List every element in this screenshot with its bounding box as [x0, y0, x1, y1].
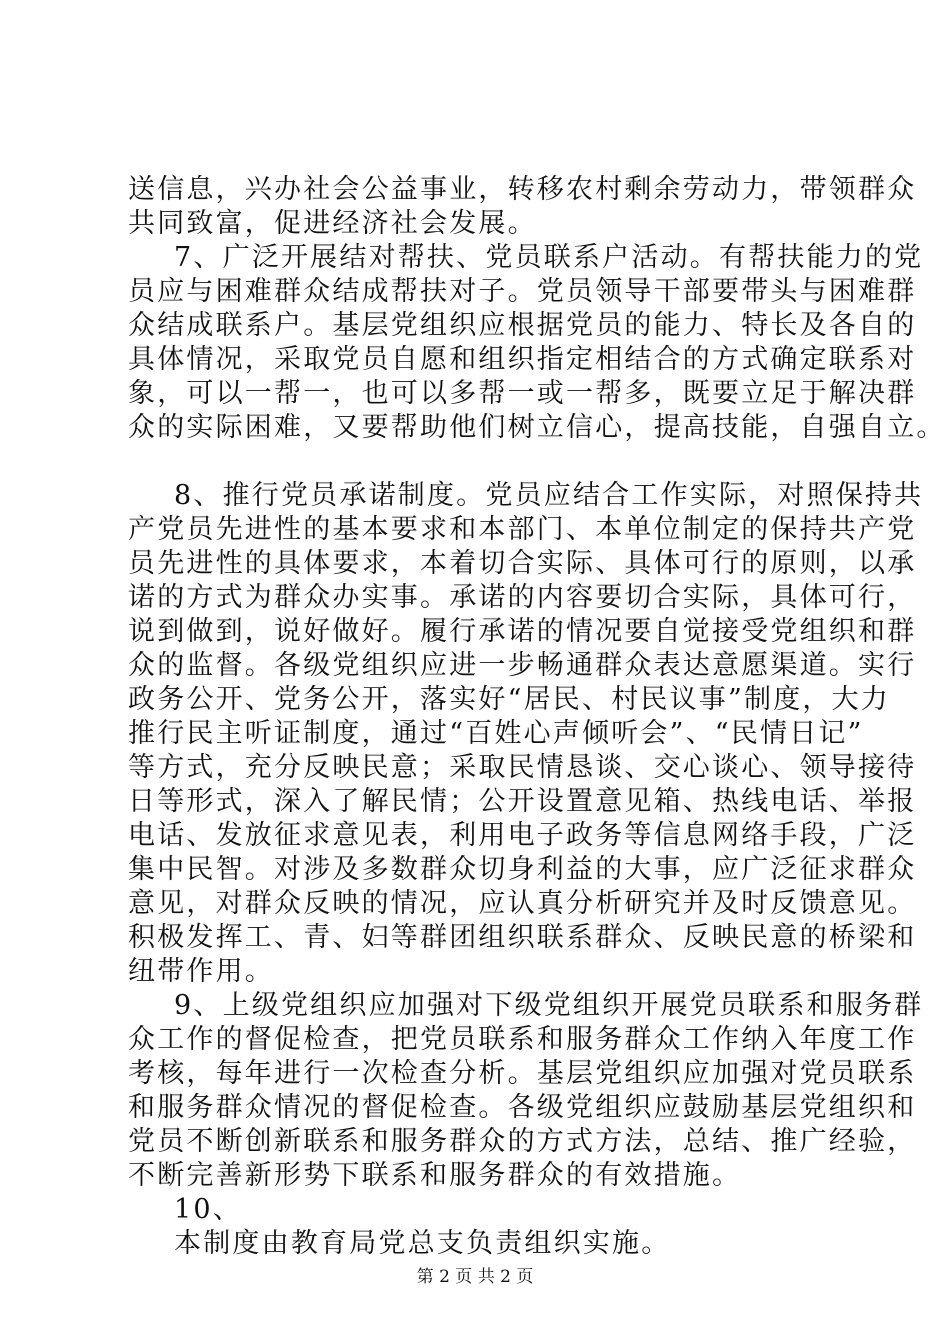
text-line: 具体情况，采取党员自愿和组织指定相结合的方式确定联系对	[128, 344, 917, 375]
text-line: 产党员先进性的基本要求和本部门、本单位制定的保持共产党	[128, 514, 917, 545]
page-number-footer: 第 2 页 共 2 页	[416, 1267, 534, 1287]
text-line: 日等形式，深入了解民情；公开设置意见箱、热线电话、举报	[128, 786, 917, 817]
text-line: 众结成联系户。基层党组织应根据党员的能力、特长及各自的	[128, 310, 917, 341]
text-line: 等方式，充分反映民意；采取民情恳谈、交心谈心、领导接待	[128, 752, 917, 783]
text-line: 考核，每年进行一次检查分析。基层党组织应加强对党员联系	[128, 1058, 917, 1089]
text-line: 10、	[174, 1194, 242, 1225]
text-line: 诺的方式为群众办实事。承诺的内容要切合实际，具体可行，	[128, 582, 917, 613]
text-line: 众工作的督促检查，把党员联系和服务群众工作纳入年度工作	[128, 1024, 917, 1055]
text-line: 党员不断创新联系和服务群众的方式方法，总结、推广经验，	[128, 1126, 917, 1157]
text-line: 政务公开、党务公开，落实好“居民、村民议事”制度，大力	[128, 684, 891, 715]
text-line: 员应与困难群众结成帮扶对子。党员领导干部要带头与困难群	[128, 276, 917, 307]
text-line: 不断完善新形势下联系和服务群众的有效措施。	[128, 1160, 742, 1191]
text-line: 电话、发放征求意见表，利用电子政务等信息网络手段，广泛	[128, 820, 917, 851]
text-line: 众的实际困难，又要帮助他们树立信心，提高技能，自强自立。	[128, 412, 946, 443]
text-line: 8、推行党员承诺制度。党员应结合工作实际，对照保持共	[174, 480, 924, 511]
text-line: 推行民主听证制度，通过“百姓心声倾听会”、“民情日记”	[128, 718, 864, 749]
text-line: 本制度由教育局党总支负责组织实施。	[174, 1228, 671, 1259]
text-line: 9、上级党组织应加强对下级党组织开展党员联系和服务群	[174, 990, 924, 1021]
text-line: 集中民智。对涉及多数群众切身利益的大事，应广泛征求群众	[128, 854, 917, 885]
text-line: 共同致富，促进经济社会发展。	[128, 208, 537, 239]
text-line: 送信息，兴办社会公益事业，转移农村剩余劳动力，带领群众	[128, 174, 917, 205]
text-line: 员先进性的具体要求，本着切合实际、具体可行的原则，以承	[128, 548, 917, 579]
text-line: 7、广泛开展结对帮扶、党员联系户活动。有帮扶能力的党	[174, 242, 924, 273]
text-line: 和服务群众情况的督促检查。各级党组织应鼓励基层党组织和	[128, 1092, 917, 1123]
text-line: 意见，对群众反映的情况，应认真分析研究并及时反馈意见。	[128, 888, 917, 919]
text-line: 众的监督。各级党组织应进一步畅通群众表达意愿渠道。实行	[128, 650, 917, 681]
text-line: 象，可以一帮一，也可以多帮一或一帮多，既要立足于解决群	[128, 378, 917, 409]
text-line: 纽带作用。	[128, 956, 274, 987]
text-line: 积极发挥工、青、妇等群团组织联系群众、反映民意的桥梁和	[128, 922, 917, 953]
text-line: 说到做到，说好做好。履行承诺的情况要自觉接受党组织和群	[128, 616, 917, 647]
